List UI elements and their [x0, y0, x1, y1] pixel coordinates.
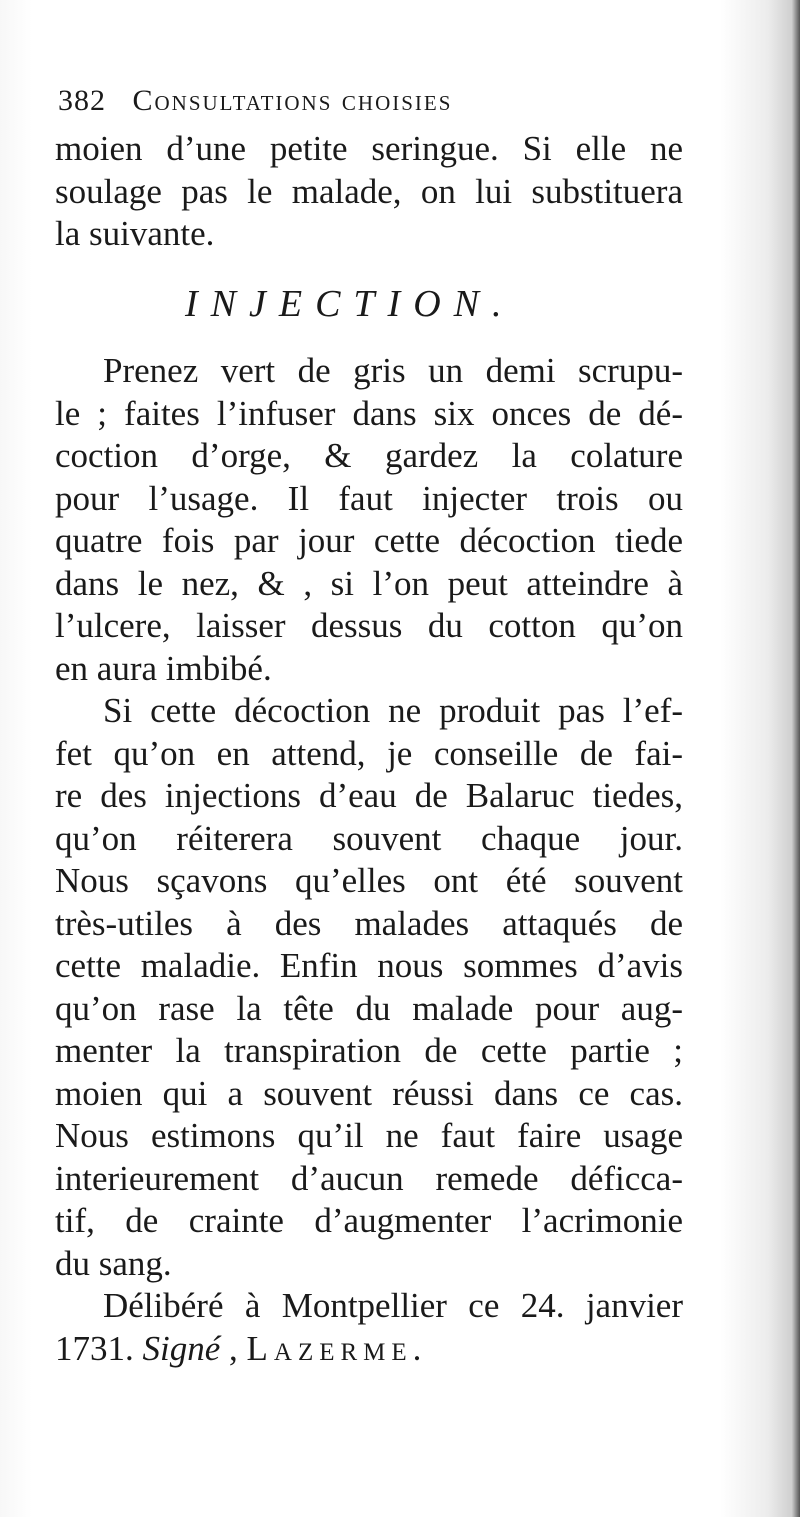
- date-year: 1731.: [55, 1328, 134, 1368]
- text-line: interieurement d’aucun remede déficca-: [55, 1158, 683, 1198]
- text-line: l’ulcere, laisser dessus du cotton qu’on: [55, 606, 683, 645]
- text-line: dans le nez, & , si l’on peut atteindre à: [55, 563, 683, 603]
- text-line: qu’on rase la tête du malade pour aug-: [55, 988, 683, 1028]
- text-line: re des injections d’eau de Balaruc tiedes,: [55, 776, 683, 815]
- text-line: menter la transpiration de cette partie ;: [55, 1031, 683, 1070]
- text-line: pour l’usage. Il faut injecter trois ou: [55, 478, 683, 518]
- text-line: du sang.: [55, 1243, 172, 1283]
- text-line: quatre fois par jour cette décoction tiede: [55, 521, 683, 560]
- page-number: 382: [58, 84, 106, 117]
- text-line: soulage pas le malade, on lui substituera: [55, 171, 683, 211]
- closing-line: Délibéré à Montpellier ce 24. janvier: [103, 1286, 683, 1325]
- signature-separator: ,: [229, 1328, 238, 1368]
- text-line: Nous estimons qu’il ne faut faire usage: [55, 1116, 683, 1155]
- text-line: coction d’orge, & gardez la colature: [55, 436, 683, 475]
- page-edge-shadow: [792, 0, 800, 1517]
- continuation-text: [55, 128, 683, 256]
- text-line: qu’on réiterera souvent chaque jour.: [55, 818, 683, 858]
- text-line: le ; faites l’infuser dans six onces de dé-: [55, 393, 683, 433]
- text-line: fet qu’on en attend, je conseille de fai-: [55, 733, 683, 773]
- text-line: cette maladie. Enfin nous sommes d’avis: [55, 946, 683, 985]
- text-line: la suivante.: [55, 214, 215, 253]
- text-line: Nous sçavons qu’elles ont été souvent: [55, 861, 683, 900]
- signatory-name: Lazerme.: [246, 1328, 428, 1368]
- text-line: moien d’une petite seringue. Si elle ne: [55, 129, 683, 168]
- running-head: [58, 84, 698, 118]
- text-line: très-utiles à des malades attaqués de: [55, 903, 683, 943]
- text-line: en aura imbibé.: [55, 648, 272, 688]
- text-line: tif, de crainte d’augmenter l’acrimonie: [55, 1201, 683, 1240]
- signed-label: Signé: [142, 1328, 221, 1368]
- running-title: Consultations choisies: [132, 84, 453, 117]
- signature-line: [55, 1328, 683, 1371]
- body-text: [55, 350, 683, 1370]
- text-line: Prenez vert de gris un demi scrupu-: [103, 351, 683, 390]
- text-line: Si cette décoction ne produit pas l’ef-: [103, 691, 683, 730]
- text-line: moien qui a souvent réussi dans ce cas.: [55, 1073, 683, 1113]
- section-heading: INJECTION.: [185, 283, 515, 325]
